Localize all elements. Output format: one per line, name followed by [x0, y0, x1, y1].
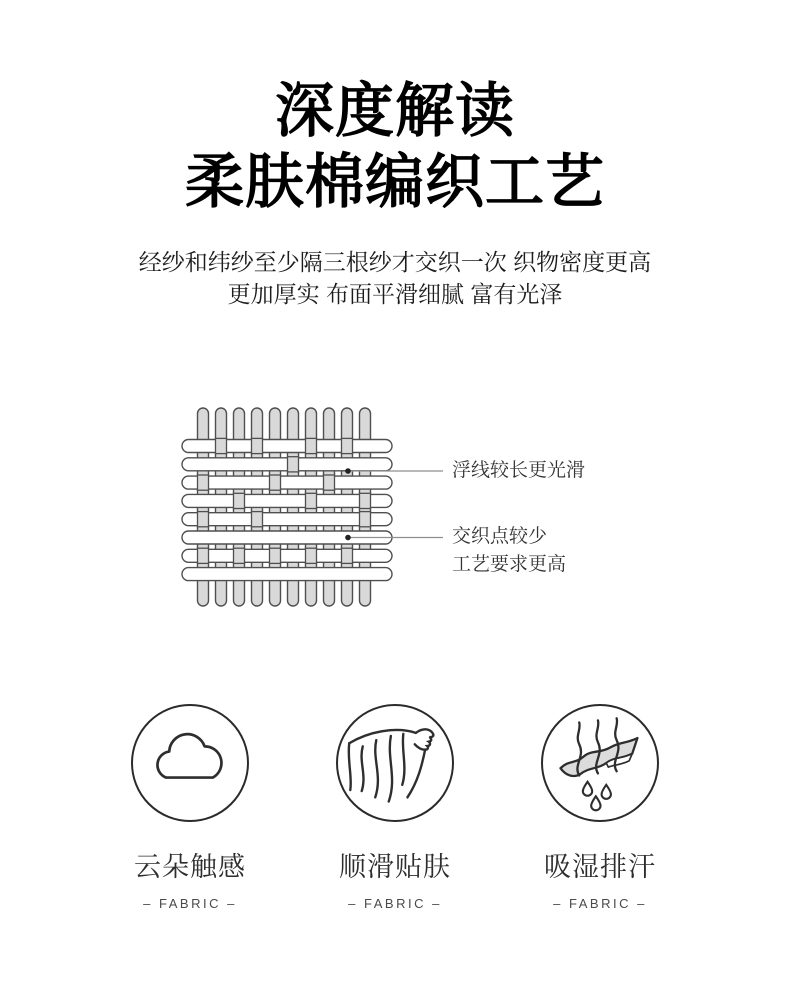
feature-smooth-skin: [310, 704, 480, 911]
feature-circle: [336, 704, 454, 822]
fabric-drape-icon: [343, 711, 447, 815]
feature-tag: – FABRIC –: [348, 896, 442, 911]
callout-float-label: 浮线较长更光滑: [452, 460, 586, 481]
title-line-1: 深度解读: [274, 78, 515, 144]
callout-interlace-line-2: 工艺要求更高: [452, 554, 567, 575]
feature-circle: [131, 704, 249, 822]
subtitle-line-1: 经纱和纬纱至少隔三根纱才交织一次 织物密度更高: [138, 249, 652, 275]
subtitle: [0, 246, 790, 310]
feature-row: [105, 704, 685, 911]
feature-label: 吸湿排汗: [544, 852, 656, 882]
feature-cloud-touch: [105, 704, 275, 911]
feature-label: 云朵触感: [134, 852, 246, 882]
cloud-icon: [138, 711, 242, 815]
feature-circle: [541, 704, 659, 822]
feature-moisture-wicking: [515, 704, 685, 911]
title-line-2: 柔肤棉编织工艺: [184, 149, 605, 215]
callout-interlace-label: [452, 523, 566, 579]
feature-label: 顺滑贴肤: [339, 852, 451, 882]
page-title: [0, 76, 790, 218]
callout-interlace-line-1: 交织点较少: [452, 526, 548, 547]
feature-tag: – FABRIC –: [143, 896, 237, 911]
moisture-wicking-icon: [548, 711, 652, 815]
subtitle-line-2: 更加厚实 布面平滑细腻 富有光泽: [227, 281, 563, 307]
feature-tag: – FABRIC –: [553, 896, 647, 911]
weave-diagram-illustration: [172, 395, 452, 625]
